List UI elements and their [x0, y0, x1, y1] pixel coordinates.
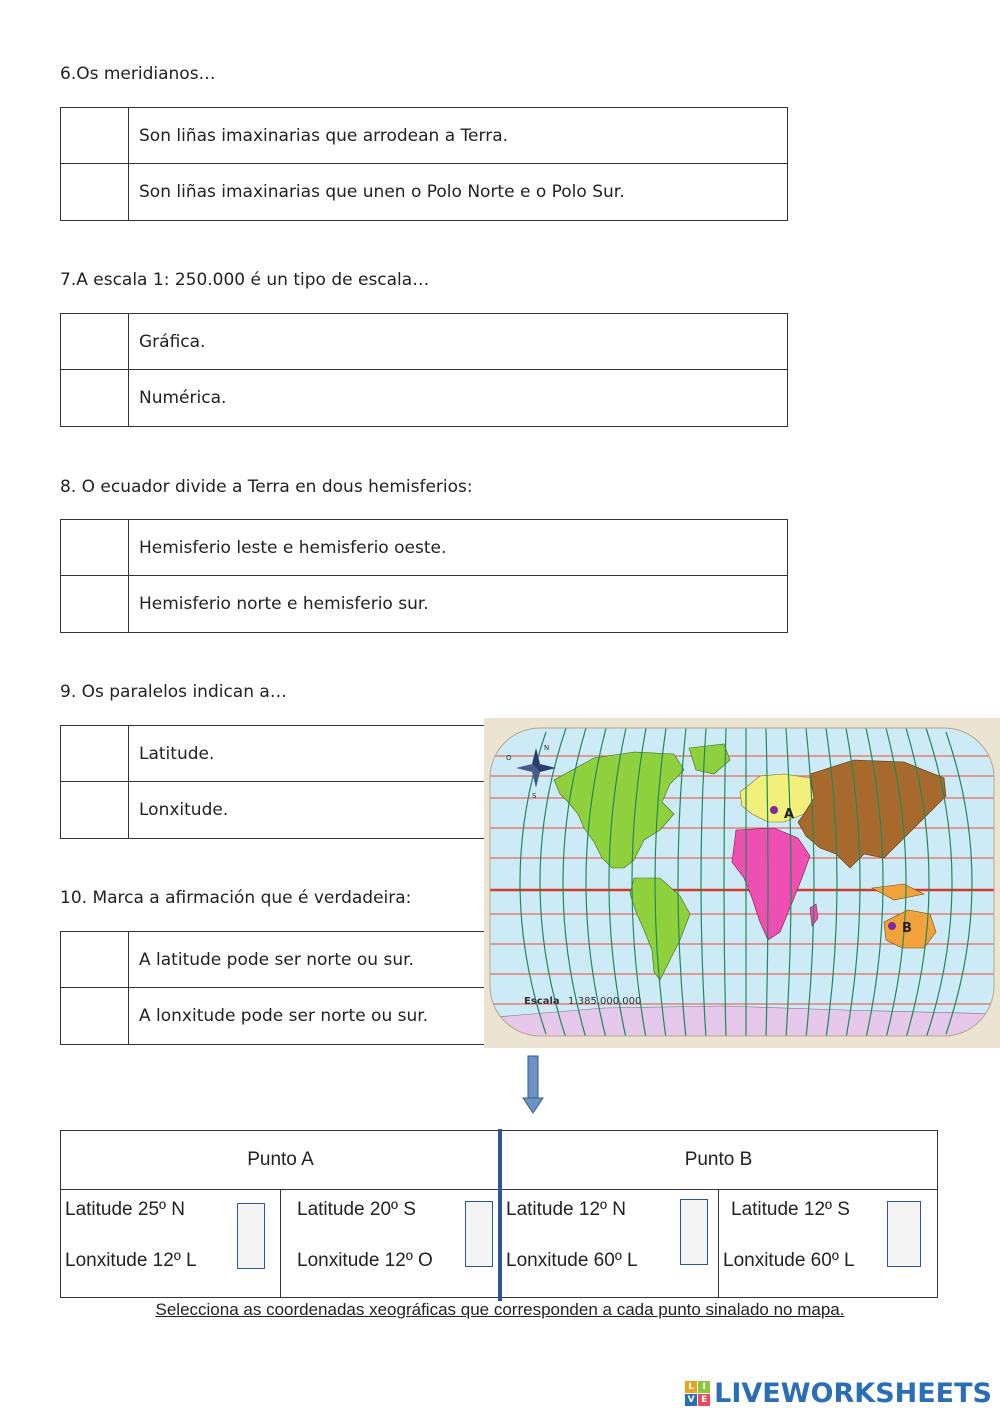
point-a-label: A	[784, 807, 795, 822]
latitude-text: Latitude 12º N	[506, 1199, 626, 1220]
scale-value: 1:385.000.000	[568, 996, 642, 1007]
coord-option	[719, 1189, 937, 1297]
option-text: Latitude.	[129, 726, 788, 782]
question-10-title: 10. Marca a afirmación que é verdadeira:	[60, 888, 412, 908]
liveworksheets-logo	[685, 1378, 992, 1409]
option-text: Hemisferio norte e hemisferio sur.	[129, 576, 788, 633]
question-8-options	[60, 519, 788, 633]
option-text: Hemisferio leste e hemisferio oeste.	[129, 520, 788, 576]
answer-checkbox[interactable]	[61, 164, 129, 221]
coordinates-table	[60, 1130, 938, 1298]
answer-checkbox[interactable]	[61, 932, 129, 988]
option-text: Son liñas imaxinarias que arrodean a Terra.	[129, 108, 788, 164]
option-text: Numérica.	[129, 370, 788, 427]
instruction-text: Selecciona as coordenadas xeográficas que corresponden a cada punto sinalado no mapa.	[155, 1300, 845, 1319]
point-b-label: B	[902, 921, 912, 936]
brand-name: LIVEWORKSHEETS	[714, 1378, 992, 1409]
answer-checkbox[interactable]	[61, 520, 129, 576]
coord-option	[281, 1189, 498, 1297]
answer-checkbox[interactable]	[61, 370, 129, 427]
longitude-text: Lonxitude 60º L	[506, 1250, 638, 1271]
arrow-down-icon	[522, 1055, 544, 1115]
svg-text:N: N	[544, 744, 550, 752]
coord-option	[61, 1189, 280, 1297]
svg-text:S: S	[532, 792, 537, 800]
logo-icon: L I V E	[685, 1381, 710, 1406]
latitude-text: Latitude 25º N	[65, 1199, 185, 1220]
longitude-text: Lonxitude 12º L	[65, 1250, 197, 1271]
question-6-title: 6.Os meridianos…	[60, 64, 216, 84]
coord-checkbox[interactable]	[237, 1203, 265, 1269]
option-text: A lonxitude pode ser norte ou sur.	[129, 988, 788, 1045]
antarctica	[484, 1006, 1000, 1048]
coord-checkbox[interactable]	[680, 1199, 708, 1265]
question-9-title: 9. Os paralelos indican a…	[60, 682, 287, 702]
answer-checkbox[interactable]	[61, 576, 129, 633]
longitude-text: Lonxitude 12º O	[297, 1250, 433, 1271]
svg-text:O: O	[506, 754, 512, 762]
answer-checkbox[interactable]	[61, 988, 129, 1045]
world-map-graphic	[484, 718, 1000, 1048]
option-text: Lonxitude.	[129, 782, 788, 839]
point-a-marker	[770, 806, 778, 814]
longitude-text: Lonxitude 60º L	[723, 1250, 855, 1271]
option-text: Son liñas imaxinarias que unen o Polo Norte e o Polo Sur.	[129, 164, 788, 221]
punto-b-header: Punto B	[500, 1131, 937, 1190]
punto-a-header: Punto A	[61, 1131, 500, 1190]
question-7-options	[60, 313, 788, 427]
scale-label: Escala	[524, 996, 560, 1007]
answer-checkbox[interactable]	[61, 108, 129, 164]
latitude-text: Latitude 20º S	[297, 1199, 416, 1220]
point-b-marker	[888, 922, 896, 930]
option-text: A latitude pode ser norte ou sur.	[129, 932, 788, 988]
question-8-title: 8. O ecuador divide a Terra en dous hemisferios:	[60, 477, 473, 497]
answer-checkbox[interactable]	[61, 782, 129, 839]
answer-checkbox[interactable]	[61, 726, 129, 782]
answer-checkbox[interactable]	[61, 314, 129, 370]
option-text: Gráfica.	[129, 314, 788, 370]
latitude-text: Latitude 12º S	[731, 1199, 850, 1220]
coord-option	[502, 1189, 718, 1297]
coord-checkbox[interactable]	[887, 1201, 921, 1267]
world-map	[484, 718, 1000, 1048]
coord-checkbox[interactable]	[465, 1201, 493, 1267]
question-7-title: 7.A escala 1: 250.000 é un tipo de escala…	[60, 270, 430, 290]
question-6-options	[60, 107, 788, 221]
